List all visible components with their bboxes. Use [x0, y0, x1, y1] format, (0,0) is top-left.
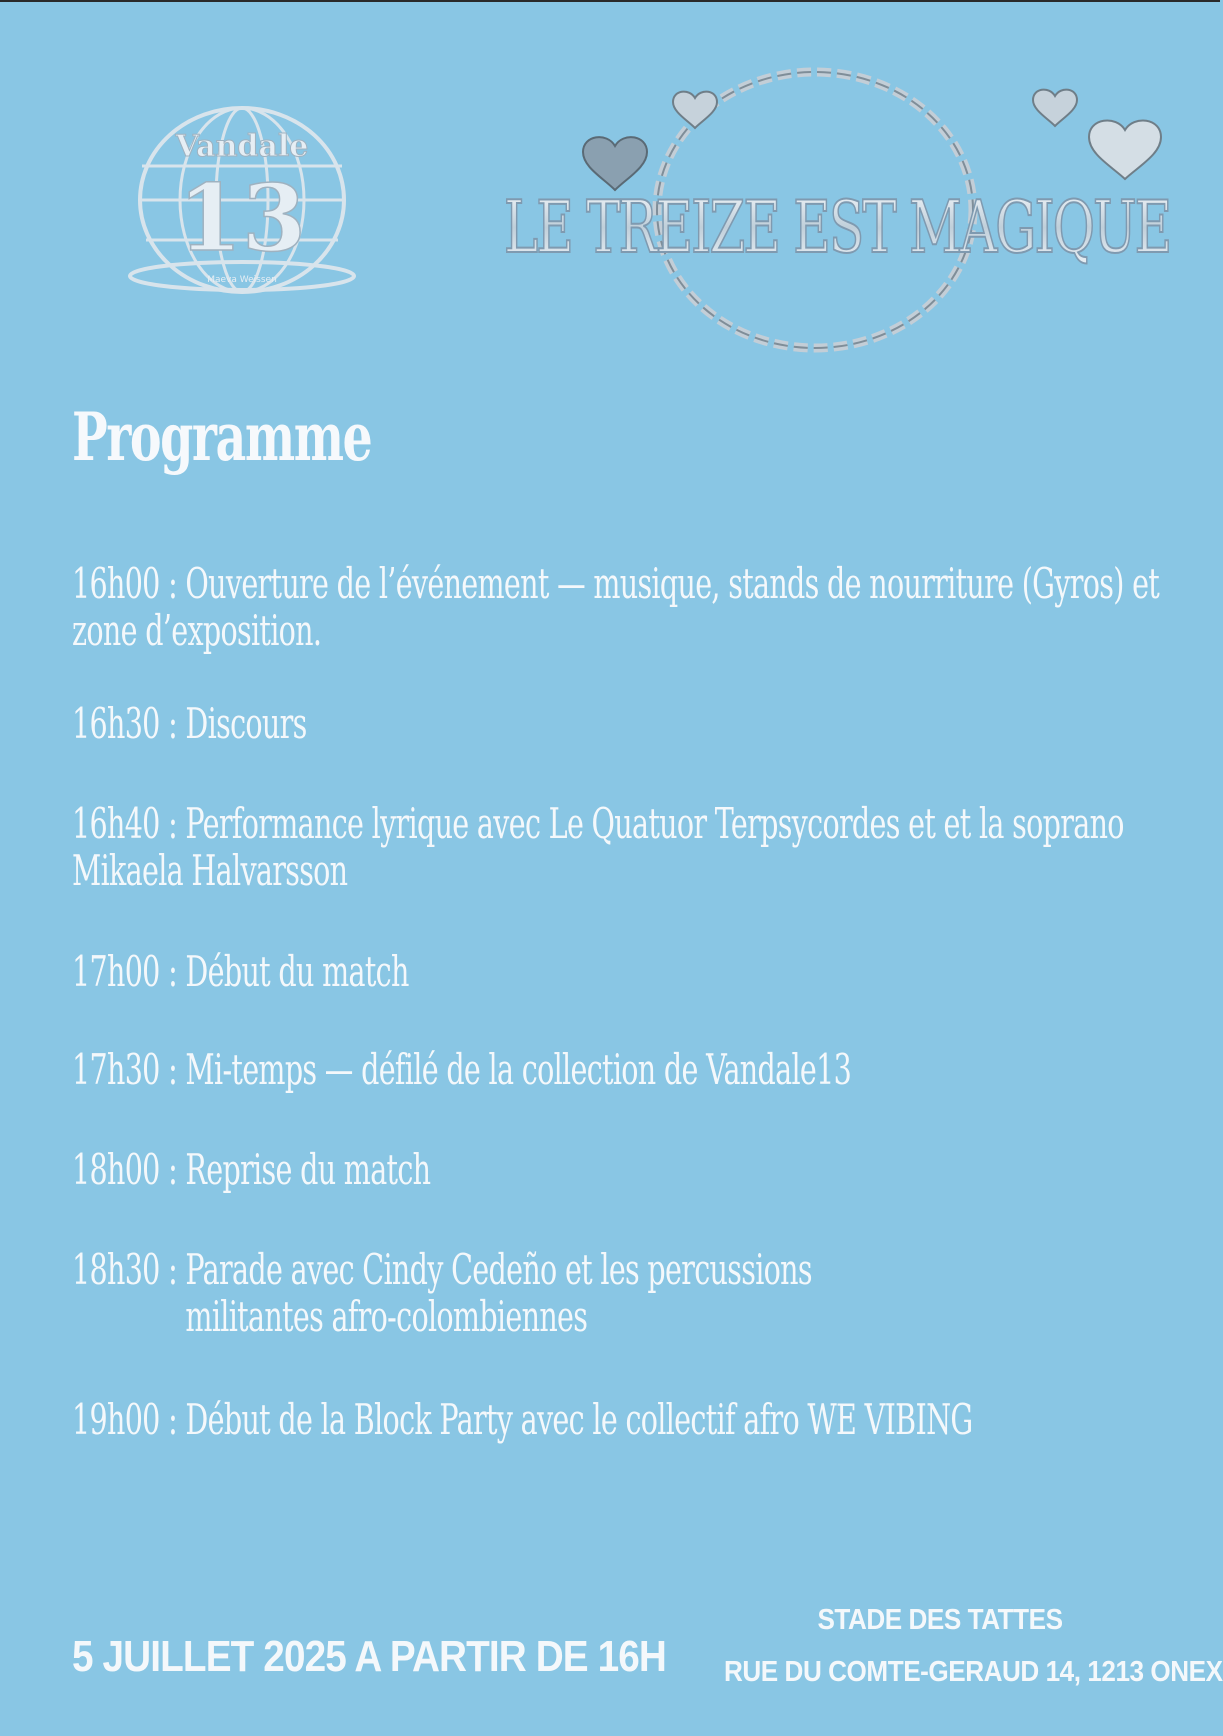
- schedule-item: 18h00 : Reprise du match: [72, 1145, 431, 1194]
- heart-icon: [1033, 90, 1077, 126]
- schedule-description: Parade avec Cindy Cedeño et les percussions militantes afro-colombiennes: [185, 1245, 812, 1341]
- venue-name: STADE DES TATTES: [817, 1604, 1063, 1636]
- heart-icon: [583, 137, 647, 190]
- schedule-time: 17h30: [72, 1045, 160, 1094]
- event-wordmark: LE TREIZE EST MAGIQUE: [503, 185, 1171, 270]
- schedule-time: 19h00: [72, 1395, 160, 1444]
- heart-icon: [673, 92, 717, 128]
- schedule-item: 16h30 : Discours: [72, 699, 307, 748]
- vandale-number: 13: [177, 164, 307, 272]
- schedule-item: 19h00 : Début de la Block Party avec le collectif afro WE VIBING: [72, 1395, 973, 1444]
- heart-icon: [1089, 120, 1161, 179]
- schedule-description: Mi-temps — défilé de la collection de Vandale13: [185, 1045, 852, 1094]
- schedule-description: Début de la Block Party avec le collectif afro WE VIBING: [185, 1395, 973, 1444]
- schedule-item: 17h00 : Début du match: [72, 947, 409, 996]
- schedule-description: Ouverture de l’événement — musique, stands de nourriture (Gyros) et zone d’exposition.: [72, 559, 1160, 655]
- schedule-time: 18h00: [72, 1145, 160, 1194]
- schedule-time: 16h30: [72, 699, 160, 748]
- vandale-wordmark: Vandale: [175, 129, 309, 164]
- schedule-item: 16h40 : Performance lyrique avec Le Quatuor Terpsycordes et et la soprano Mikaela Halvarsson: [72, 799, 1124, 895]
- schedule-item: 18h30 : Parade avec Cindy Cedeño et les percussions militantes afro-colombiennes: [72, 1246, 1160, 1340]
- schedule-time: 17h00: [72, 947, 160, 996]
- venue-address: RUE DU COMTE-GERAUD 14, 1213 ONEX: [724, 1656, 1223, 1688]
- vandale13-logo: [122, 104, 362, 312]
- schedule-description: Discours: [185, 699, 307, 748]
- schedule-description: Début du match: [185, 947, 409, 996]
- vandale-signature: Maeva Weissen: [207, 275, 277, 285]
- schedule-description: Performance lyrique avec Le Quatuor Terpsycordes et et la soprano Mikaela Halvarsson: [72, 799, 1124, 895]
- top-border: [0, 0, 1220, 2]
- schedule-time: 16h00: [72, 559, 160, 608]
- schedule-item: 17h30 : Mi-temps — défilé de la collection de Vandale13: [72, 1045, 852, 1094]
- schedule-time: 18h30: [72, 1245, 160, 1294]
- schedule-time: 16h40: [72, 799, 160, 848]
- treize-est-magique-logo: [503, 70, 1185, 410]
- event-location: [700, 1594, 1223, 1698]
- schedule-description: Reprise du match: [185, 1145, 431, 1194]
- page-title: Programme: [72, 398, 372, 476]
- event-date: 5 JUILLET 2025 A PARTIR DE 16H: [72, 1632, 667, 1681]
- schedule-item: 16h00 : Ouverture de l’événement — musique, stands de nourriture (Gyros) et zone d’exposition.: [72, 559, 1160, 655]
